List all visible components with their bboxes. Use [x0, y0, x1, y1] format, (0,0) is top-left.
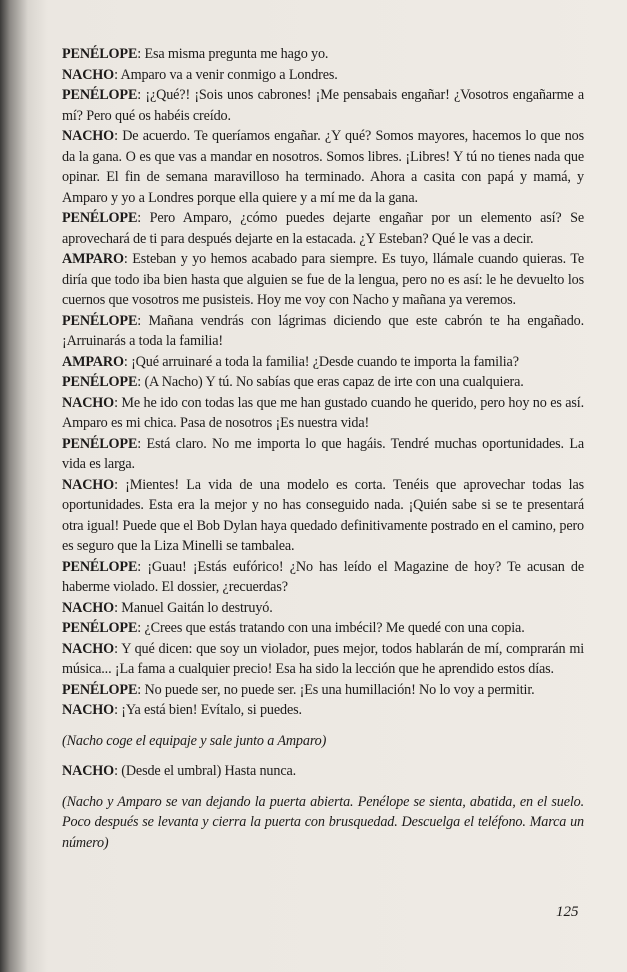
speaker-name: PENÉLOPE — [62, 87, 138, 103]
speech-line: PENÉLOPE: (A Nacho) Y tú. No sabías que eras capaz de irte con una cualquiera. — [62, 374, 524, 390]
play-text — [62, 44, 584, 863]
speech-text: De acuerdo. Te queríamos engañar. ¿Y qué? Somos mayores, hacemos lo que nos da la gana. O es que vas a mandar en nosotros. Somos libres. ¡Libres! Y tú no tienes nada que opinar. El fin de semana maravilloso ha terminado. Ahora a casita con papá y mamá, y Amparo y yo a Londres porque ella quiere y a mí me da la gana. — [62, 128, 584, 206]
speaker-name: NACHO — [62, 476, 115, 493]
speech-line: NACHO: De acuerdo. Te queríamos engañar. ¿Y qué? Somos mayores, hacemos lo que nos da la gana. O es que vas a mandar en nosotros. Somos libres. ¡Libres! Y tú no tienes nada que opinar. El fin de semana maravilloso ha terminado. Ahora a casita con papá y mamá, y Amparo y yo a Londres porque ella quiere y a mí me da la gana. — [62, 128, 584, 206]
speech-text: Pero Amparo, ¿cómo puedes dejarte engañar por un elemento así? Se aprovechará de ti para después dejarte en la estacada. ¿Y Esteban? Qué le vas a decir. — [62, 210, 584, 247]
speaker-name: PENÉLOPE — [62, 374, 138, 390]
speech-line: PENÉLOPE: No puede ser, no puede ser. ¡Es una humillación! No lo voy a permitir. — [62, 681, 535, 698]
speech-text: Me he ido con todas las que me han gustado cuando he querido, pero hoy no es así. Amparo es mi chica. Pasa de nosotros ¡Es nuestra vida! — [62, 394, 584, 431]
speech-line: PENÉLOPE: ¿Crees que estás tratando con una imbécil? Me quedé con una copia. — [62, 620, 525, 636]
speech-text: ¡¿Qué?! ¡Sois unos cabrones! ¡Me pensabais engañar! ¿Vosotros engañarme a mí? Pero qué os habéis creído. — [62, 87, 584, 124]
speech-text: Y qué dicen: que soy un violador, pues mejor, todos hablarán de mí, comprarán mi música... ¡La fama a cualquier precio! Esa ha sido la lección que he aprendido estos días. — [62, 640, 584, 677]
speech-line: PENÉLOPE: ¡¿Qué?! ¡Sois unos cabrones! ¡Me pensabais engañar! ¿Vosotros engañarme a mí? Pero qué os habéis creído. — [62, 87, 584, 124]
speaker-name: NACHO — [62, 599, 115, 616]
speaker-name: PENÉLOPE — [62, 312, 138, 329]
speech-text: Esa misma pregunta me hago yo. — [144, 46, 329, 62]
speaker-name: PENÉLOPE — [62, 620, 138, 636]
speaker-name: PENÉLOPE — [62, 46, 138, 62]
speaker-name: PENÉLOPE — [62, 210, 138, 226]
speech-line: NACHO: Me he ido con todas las que me han gustado cuando he querido, pero hoy no es así. Amparo es mi chica. Pasa de nosotros ¡Es nuestra vida! — [62, 394, 584, 431]
speaker-name: PENÉLOPE — [62, 435, 138, 452]
speech-line: NACHO: ¡Mientes! La vida de una modelo es corta. Tenéis que aprovechar todas las oportunidades. Esta era la mejor y no has conseguido nada. ¡Quién sabe si se te presentará otra igual! Puede que el Bob Dylan haya quedado definitivamente postrado en el camino, pero es seguro que la Liza Minelli se tambalea. — [62, 476, 584, 554]
speaker-name: NACHO — [62, 640, 115, 657]
speech-line: NACHO: Manuel Gaitán lo destruyó. — [62, 599, 273, 616]
speech-text: ¡Guau! ¡Estás eufórico! ¿No has leído el Magazine de hoy? Te acusan de haberme violado. El dossier, ¿recuerdas? — [62, 558, 584, 595]
speech-text: Está claro. No me importa lo que hagáis. Tendré muchas oportunidades. La vida es larga. — [62, 435, 584, 472]
page-number: 125 — [556, 904, 579, 920]
speech-text: Manuel Gaitán lo destruyó. — [121, 599, 273, 616]
stage-direction: (Nacho coge el equipaje y sale junto a Amparo) — [62, 732, 327, 749]
speech-text: ¡Ya está bien! Evítalo, si puedes. — [121, 702, 302, 718]
speech-text: ¡Mientes! La vida de una modelo es corta. Tenéis que aprovechar todas las oportunidades. Esta era la mejor y no has conseguido nada. ¡Quién sabe si se te presentará otra igual! Puede que el Bob Dylan haya quedado definitivamente postrado en el camino, pero es seguro que la Liza Minelli se tambalea. — [62, 476, 584, 554]
speech-line: NACHO: Amparo va a venir conmigo a Londres. — [62, 66, 338, 83]
speech-line: AMPARO: ¡Qué arruinaré a toda la familia! ¿Desde cuando te importa la familia? — [62, 353, 519, 370]
speech-line: PENÉLOPE: Esa misma pregunta me hago yo. — [62, 46, 329, 62]
speech-text: (A Nacho) Y tú. No sabías que eras capaz de irte con una cualquiera. — [144, 374, 524, 390]
speaker-name: PENÉLOPE — [62, 681, 138, 698]
speaker-name: NACHO — [62, 66, 115, 83]
speech-text: ¡Qué arruinaré a toda la familia! ¿Desde cuando te importa la familia? — [131, 353, 519, 370]
speaker-name: NACHO — [62, 763, 115, 779]
speech-text: Amparo va a venir conmigo a Londres. — [120, 66, 338, 83]
speech-text: (Desde el umbral) Hasta nunca. — [121, 763, 297, 779]
speech-text: Esteban y yo hemos acabado para siempre. Es tuyo, llámale cuando quieras. Te diría que todo iba bien hasta que alguien se fue de la lengua, pero no es así: le he devuelto los cuernos que vosotros me pusisteis. Hoy me voy con Nacho y mañana ya veremos. — [62, 251, 584, 308]
speaker-name: NACHO — [62, 128, 115, 144]
speech-line: PENÉLOPE: Está claro. No me importa lo que hagáis. Tendré muchas oportunidades. La vida es larga. — [62, 435, 584, 472]
speaker-name: AMPARO — [62, 251, 124, 267]
speaker-name: NACHO — [62, 394, 115, 411]
speaker-name: PENÉLOPE — [62, 558, 138, 575]
speech-line: PENÉLOPE: Pero Amparo, ¿cómo puedes dejarte engañar por un elemento así? Se aprovechará de ti para después dejarte en la estacada. ¿Y Esteban? Qué le vas a decir. — [62, 210, 584, 247]
speaker-name: AMPARO — [62, 353, 124, 370]
speech-text: Mañana vendrás con lágrimas diciendo que este cabrón te ha engañado. ¡Arruinarás a toda la familia! — [62, 312, 584, 349]
speaker-name: NACHO — [62, 702, 115, 718]
speech-line: NACHO: (Desde el umbral) Hasta nunca. — [62, 763, 297, 779]
stage-direction: (Nacho y Amparo se van dejando la puerta abierta. Penélope se sienta, abatida, en el suelo. Poco después se levanta y cierra la puerta con brusquedad. Descuelga el teléfono. Marca un número) — [62, 793, 584, 851]
speech-text: ¿Crees que estás tratando con una imbécil? Me quedé con una copia. — [144, 620, 525, 636]
speech-text: No puede ser, no puede ser. ¡Es una humillación! No lo voy a permitir. — [144, 681, 535, 698]
speech-line: NACHO: ¡Ya está bien! Evítalo, si puedes. — [62, 702, 302, 718]
speech-line: NACHO: Y qué dicen: que soy un violador, pues mejor, todos hablarán de mí, comprarán mi música... ¡La fama a cualquier precio! Esa ha sido la lección que he aprendido estos días. — [62, 640, 584, 677]
speech-line: PENÉLOPE: Mañana vendrás con lágrimas diciendo que este cabrón te ha engañado. ¡Arruinarás a toda la familia! — [62, 312, 584, 349]
speech-line: PENÉLOPE: ¡Guau! ¡Estás eufórico! ¿No has leído el Magazine de hoy? Te acusan de haberme violado. El dossier, ¿recuerdas? — [62, 558, 584, 595]
speech-line: AMPARO: Esteban y yo hemos acabado para siempre. Es tuyo, llámale cuando quieras. Te diría que todo iba bien hasta que alguien se fue de la lengua, pero no es así: le he devuelto los cuernos que vosotros me pusisteis. Hoy me voy con Nacho y mañana ya veremos. — [62, 251, 584, 308]
